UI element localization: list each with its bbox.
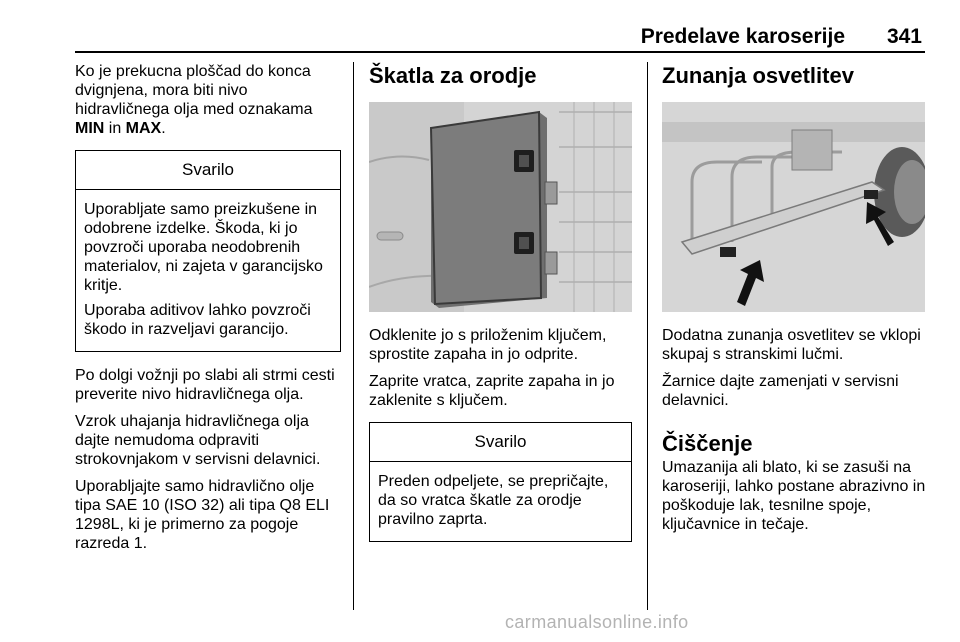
column-2 xyxy=(369,62,632,556)
warning-box xyxy=(75,150,341,352)
paragraph: Umazanija ali blato, ki se zasuši na karoseriji, lahko postane abrazivno in poškoduje lak, tesnilne spoje, ključavnice in tečaje. xyxy=(662,459,926,533)
paragraph: Dodatna zunanja osvetlitev se vklopi skupaj s stranskimi lučmi. xyxy=(662,327,921,363)
paragraph: Uporabljajte samo hidravlično olje tipa SAE 10 (ISO 32) ali tipa Q8 ELI 1298L, ki je primerno za pogoje razreda 1. xyxy=(75,478,330,552)
intro-paragraph xyxy=(75,62,341,138)
page-number: 341 xyxy=(886,25,922,48)
paragraph: Vzrok uhajanja hidravličnega olja dajte nemudoma odpraviti strokovnjakom v servisni delavnici. xyxy=(75,413,321,468)
watermark: carmanualsonline.info xyxy=(505,612,689,632)
warning-text: Uporaba aditivov lahko povzroči škodo in razveljavi garancijo. xyxy=(84,302,311,338)
paragraph: Odklenite jo s priloženim ključem, sprostite zapaha in jo odprite. xyxy=(369,327,607,363)
warning-title: Svarilo xyxy=(370,423,631,462)
toolbox-illustration xyxy=(369,102,632,312)
warning-body xyxy=(370,462,631,541)
warning-box xyxy=(369,422,632,542)
intro-text: Ko je prekucna ploščad do konca dvignjena, mora biti nivo hidravličnega olja med oznakama xyxy=(75,63,313,118)
warning-title: Svarilo xyxy=(76,151,340,190)
page-header xyxy=(75,25,925,53)
column-1 xyxy=(75,62,341,561)
paragraph: Zaprite vratca, zaprite zapaha in jo zaklenite s ključem. xyxy=(369,373,615,409)
heading-toolbox: Škatla za orodje xyxy=(369,63,537,88)
warning-text: Preden odpeljete, se prepričajte, da so vratca škatle za orodje pravilno zaprta. xyxy=(378,473,609,528)
exterior-lighting-illustration xyxy=(662,102,925,312)
warning-text: Uporabljate samo preizkušene in odobrene izdelke. Škoda, ki jo povzroči uporaba neodobrenih materialov, ni zajeta v garancijsko kritje. xyxy=(84,201,323,294)
max-mark: MAX xyxy=(125,120,162,137)
warning-body xyxy=(76,190,340,351)
intro-conjunction: in xyxy=(104,120,126,137)
column-3 xyxy=(662,62,928,542)
column-divider-left xyxy=(353,62,354,610)
heading-exterior-lighting: Zunanja osvetlitev xyxy=(662,63,854,88)
column-divider-right xyxy=(647,62,648,610)
paragraph: Žarnice dajte zamenjati v servisni delavnici. xyxy=(662,373,899,409)
min-mark: MIN xyxy=(75,120,105,137)
section-title: Predelave karoserije xyxy=(640,25,845,48)
heading-cleaning: Čiščenje xyxy=(662,431,753,456)
intro-period: . xyxy=(161,120,166,137)
paragraph: Po dolgi vožnji po slabi ali strmi cesti preverite nivo hidravličnega olja. xyxy=(75,367,335,403)
